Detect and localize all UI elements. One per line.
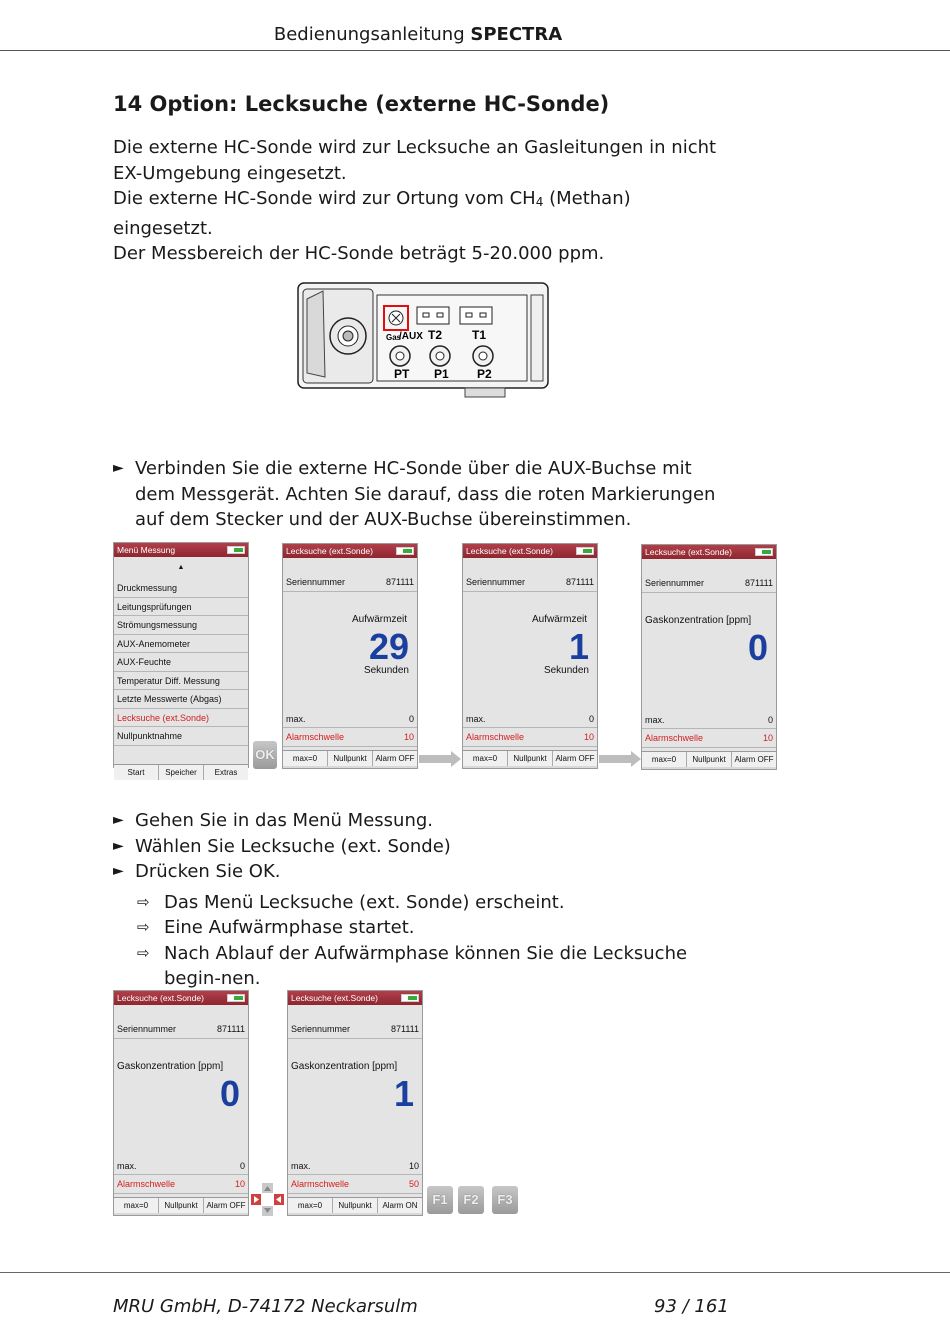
reading-value: 29 [368, 625, 409, 667]
menu-item-label: AUX-Feuchte [117, 657, 172, 667]
reading-label: Gaskonzentration [ppm] [645, 614, 752, 626]
menu-item[interactable] [114, 579, 248, 598]
menu-item-label: Leitungsprüfungen [117, 601, 192, 612]
max-row [114, 1157, 248, 1176]
serial-value: 871111 [216, 1024, 245, 1034]
softkey[interactable]: max=0 [463, 751, 508, 766]
intro-line-1: Die externe HC-Sonde wird zur Lecksuche an Gasleitungen in nicht EX-Umgebung eingesetzt. [113, 137, 717, 184]
footer-company: MRU GmbH, D-74172 Neckarsulm [113, 1296, 418, 1317]
reading-label: Aufwärmzeit [531, 613, 587, 625]
result-text: Das Menü Lecksuche (ext. Sonde) erscheint. [164, 891, 565, 913]
menu-item-label: Lecksuche (ext.Sonde) [117, 712, 210, 723]
intro-line-2-a: Die externe HC-Sonde wird zur Ortung vom CH [113, 188, 536, 209]
max-value: 0 [588, 713, 594, 724]
reading-panel [642, 611, 776, 711]
menu-measurement-screen [113, 542, 249, 777]
reading-panel [463, 610, 597, 710]
instruction-connect [113, 456, 733, 533]
screen-title: Lecksuche (ext.Sonde) [291, 993, 378, 1003]
serial-value: 871111 [744, 578, 773, 588]
softkey-bar [463, 750, 597, 766]
screen-blank [114, 1039, 248, 1057]
softkey[interactable]: Start [114, 765, 159, 780]
alarm-label: Alarmschwelle [466, 732, 525, 742]
instruction-step [113, 834, 733, 860]
alarm-row [283, 728, 417, 747]
instruction-step-text: Gehen Sie in das Menü Messung. [135, 810, 434, 831]
leak-screen-gas-0-b [113, 990, 249, 1216]
menu-item[interactable] [114, 616, 248, 635]
leak-screen-warmup-1 [462, 543, 598, 769]
instruction-step [113, 859, 733, 885]
device-connector-drawing [295, 277, 551, 407]
header-rule [0, 50, 950, 51]
label-t2: T2 [428, 328, 443, 342]
screen-title: Menü Messung [117, 545, 176, 555]
softkey[interactable]: Nullpunkt [333, 1198, 378, 1213]
battery-icon [755, 548, 773, 556]
softkey[interactable]: Nullpunkt [328, 751, 373, 766]
battery-icon [227, 546, 245, 554]
alarm-row [642, 729, 776, 748]
screen-blank [288, 1039, 422, 1057]
intro-line-2 [113, 186, 723, 241]
intro-line-3: Der Messbereich der HC-Sonde beträgt 5-20.000 ppm. [113, 243, 605, 264]
reading-label: Gaskonzentration [ppm] [291, 1060, 398, 1072]
label-aux: /AUX [399, 331, 423, 342]
reading-value: 0 [219, 1072, 240, 1114]
alarm-row [114, 1175, 248, 1194]
menu-item-label: Druckmessung [117, 583, 178, 593]
bullet-arrow: ► [113, 837, 124, 854]
leak-screen-warmup-29 [282, 543, 418, 769]
screen-title: Lecksuche (ext.Sonde) [286, 546, 373, 556]
result-arrow-icon: ⇨ [137, 892, 150, 911]
screen-titlebar [114, 543, 248, 557]
softkey[interactable]: Alarm OFF [206, 1200, 246, 1210]
menu-item-label: Temperatur Diff. Messung [117, 675, 220, 686]
flow-arrow-icon [419, 751, 461, 767]
instruction-step-text: Wählen Sie Lecksuche (ext. Sonde) [135, 835, 451, 857]
screen-title: Lecksuche (ext.Sonde) [466, 546, 553, 556]
alarm-label: Alarmschwelle [117, 1179, 176, 1189]
result-arrow-icon: ⇨ [137, 943, 150, 962]
softkey[interactable]: Nullpunkt [508, 751, 553, 766]
serial-row [283, 573, 417, 592]
reading-value: 0 [747, 626, 768, 668]
serial-row [114, 1020, 248, 1039]
screen-title: Lecksuche (ext.Sonde) [645, 547, 732, 557]
reading-panel [283, 610, 417, 710]
instruction-step [113, 808, 733, 834]
label-t1: T1 [472, 328, 487, 342]
battery-icon [227, 994, 245, 1002]
reading-label: Aufwärmzeit [351, 613, 407, 625]
softkey-bar [114, 1197, 248, 1213]
softkey[interactable]: Alarm ON [382, 1200, 418, 1210]
screen-blank [114, 746, 248, 764]
softkey[interactable]: Alarm OFF [555, 753, 595, 763]
result-item [113, 915, 733, 941]
alarm-label: Alarmschwelle [291, 1179, 350, 1189]
header-title-prefix: Bedienungsanleitung [273, 24, 465, 45]
menu-item[interactable] [114, 635, 248, 654]
serial-row [642, 574, 776, 593]
screen-blank [463, 558, 597, 573]
ok-button[interactable]: OK [253, 741, 277, 769]
serial-row [288, 1020, 422, 1039]
screen-title: Lecksuche (ext.Sonde) [117, 993, 204, 1003]
flow-arrow-icon [599, 751, 641, 767]
bullet-arrow: ► [113, 812, 124, 828]
footer-rule [0, 1272, 950, 1273]
screen-blank [642, 559, 776, 574]
max-label: max. [645, 714, 665, 725]
label-p1: P1 [434, 367, 449, 381]
alarm-value: 50 [408, 1179, 419, 1189]
softkey-bar [288, 1197, 422, 1213]
menu-item-selected[interactable] [114, 709, 248, 728]
battery-icon [576, 547, 594, 555]
result-text: Eine Aufwärmphase startet. [164, 917, 415, 938]
menu-item-label: Letzte Messwerte (Abgas) [117, 694, 222, 704]
alarm-value: 10 [234, 1179, 245, 1189]
softkey-bar [283, 750, 417, 766]
softkey[interactable]: Speicher [159, 765, 204, 780]
softkey[interactable]: max=0 [642, 752, 687, 767]
reading-unit: Sekunden [543, 664, 589, 676]
max-value: 0 [408, 713, 414, 724]
alarm-value: 10 [762, 733, 773, 743]
alarm-label: Alarmschwelle [645, 733, 704, 743]
section-title: Option: Lecksuche (externe HC-Sonde) [149, 92, 610, 116]
screen-titlebar [642, 545, 776, 559]
alarm-row [288, 1175, 422, 1194]
instruction-list-1 [113, 456, 733, 533]
menu-item[interactable] [114, 598, 248, 617]
reading-label: Gaskonzentration [ppm] [117, 1060, 224, 1072]
f3-button[interactable]: F3 [492, 1186, 518, 1214]
section-number: 14 [113, 92, 143, 116]
screen-titlebar [114, 991, 248, 1005]
screen-blank [288, 1005, 422, 1020]
screen-blank [463, 592, 597, 610]
instruction-step-text: Drücken Sie OK. [135, 861, 281, 882]
max-row [642, 711, 776, 730]
max-label: max. [466, 713, 486, 724]
label-gas: Gas [386, 333, 402, 342]
serial-row [463, 573, 597, 592]
max-row [288, 1157, 422, 1176]
serial-value: 871111 [565, 577, 594, 587]
screen-titlebar [288, 991, 422, 1005]
result-item [113, 890, 733, 916]
softkey[interactable]: max=0 [283, 751, 328, 766]
softkey-bar [114, 764, 248, 780]
bullet-arrow: ► [113, 863, 124, 879]
reading-panel [288, 1057, 422, 1157]
result-arrow-icon: ⇨ [137, 918, 150, 936]
softkey[interactable]: Nullpunkt [159, 1198, 204, 1213]
navigation-cross-icon[interactable] [251, 1183, 284, 1216]
section-heading [113, 92, 609, 116]
menu-item[interactable] [114, 672, 248, 691]
instruction-connect-text: Verbinden Sie die externe HC-Sonde über die AUX-Buchse mit dem Messgerät. Achten Sie darauf, dass die roten Markierungen auf dem Stecker und der AUX-Buchse übereinstimmen. [135, 458, 716, 530]
serial-value: 871111 [385, 577, 414, 587]
bullet-arrow: ► [113, 460, 124, 476]
intro-paragraph [113, 135, 723, 267]
screen-titlebar [283, 544, 417, 558]
alarm-label: Alarmschwelle [286, 732, 345, 742]
page-number: 93 / 161 [654, 1296, 729, 1317]
max-row [283, 710, 417, 729]
max-label: max. [291, 1160, 311, 1171]
intro-line-2-sub: 4 [535, 195, 544, 209]
alarm-value: 10 [583, 732, 594, 742]
instruction-list-2 [113, 808, 733, 992]
softkey[interactable]: Nullpunkt [687, 752, 732, 767]
serial-value: 871111 [390, 1024, 419, 1034]
screen-blank [642, 593, 776, 611]
result-text: Nach Ablauf der Aufwärmphase können Sie die Lecksuche begin-nen. [164, 942, 688, 989]
screen-blank [283, 592, 417, 610]
menu-item-label: AUX-Anemometer [117, 638, 191, 649]
softkey-bar [642, 751, 776, 767]
softkey[interactable]: max=0 [288, 1198, 333, 1213]
softkey[interactable]: Alarm OFF [734, 754, 774, 764]
serial-label: Seriennummer [466, 577, 526, 587]
f2-button[interactable]: F2 [458, 1186, 484, 1214]
header-title-bold: SPECTRA [470, 24, 563, 45]
max-value: 0 [767, 714, 773, 725]
battery-icon [401, 994, 419, 1002]
serial-label: Seriennummer [291, 1024, 351, 1034]
screen-titlebar [463, 544, 597, 558]
softkey[interactable]: Alarm OFF [375, 753, 415, 763]
reading-panel [114, 1057, 248, 1157]
serial-label: Seriennummer [117, 1024, 177, 1034]
alarm-value: 10 [403, 732, 414, 742]
f1-button[interactable]: F1 [427, 1186, 453, 1214]
serial-label: Seriennummer [286, 577, 346, 587]
reading-unit: Sekunden [363, 664, 409, 676]
softkey[interactable]: Extras [214, 767, 238, 777]
softkey[interactable]: max=0 [114, 1198, 159, 1213]
menu-item-label: Nullpunktnahme [117, 731, 183, 741]
menu-item[interactable] [114, 727, 248, 746]
menu-item[interactable] [114, 690, 248, 709]
result-item [113, 941, 733, 992]
max-value: 10 [408, 1160, 419, 1171]
max-value: 0 [239, 1160, 245, 1171]
scroll-up-icon: ▲ [114, 557, 248, 579]
leak-screen-gas-1 [287, 990, 423, 1216]
alarm-row [463, 728, 597, 747]
reading-value: 1 [568, 625, 589, 667]
screen-blank [114, 1005, 248, 1020]
leak-screen-gas-0 [641, 544, 777, 770]
label-p2: P2 [477, 367, 492, 381]
max-label: max. [286, 713, 306, 724]
menu-item-label: Strömungsmessung [117, 620, 198, 630]
menu-item[interactable] [114, 653, 248, 672]
reading-value: 1 [393, 1072, 414, 1114]
serial-label: Seriennummer [645, 578, 705, 588]
max-label: max. [117, 1160, 137, 1171]
max-row [463, 710, 597, 729]
running-header [0, 24, 836, 45]
battery-icon [396, 547, 414, 555]
intro-line-2-b: (Methan) eingesetzt. [113, 188, 631, 239]
label-pt: PT [394, 367, 410, 381]
screen-blank [283, 558, 417, 573]
